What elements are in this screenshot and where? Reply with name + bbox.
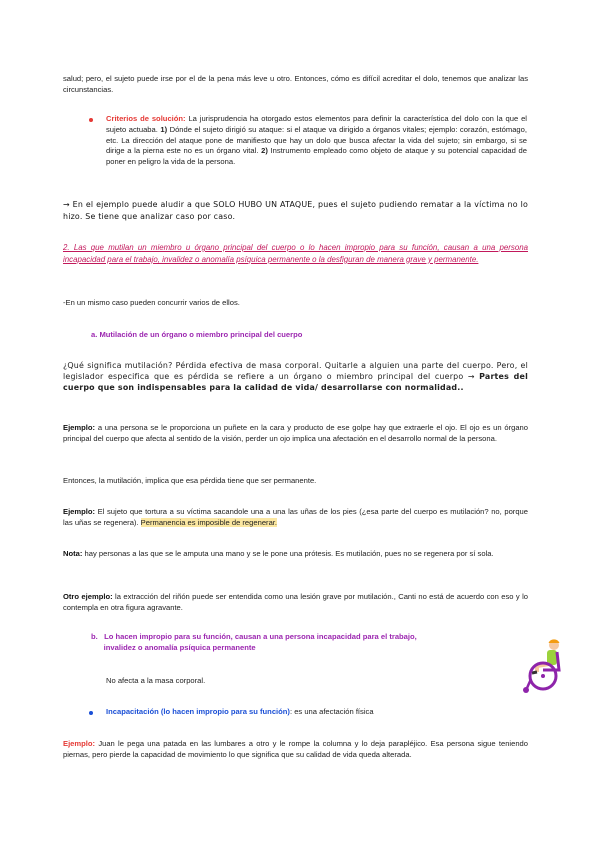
ejemplo-1-label: Ejemplo: [63,423,96,432]
criterio-num-2: 2) [261,146,268,156]
concurrir-note: -En un mismo caso pueden concurrir varios de ellos. [63,298,240,307]
criterios-paragraph [106,114,527,168]
criterios-text: La jurisprudencia ha otorgado estos elementos para definir la característica del dolo con la que el sujeto actuaba. [106,114,527,134]
ejemplo-3-text: Juan le pega una patada en las lumbares a otro y le rompe la columna y lo deja parapléjico. Esa persona sigue teniendo piernas, pero pierde la capacidad de movimiento lo que significa que su calidad de vida queda alterada. [63,739,528,759]
nota-paragraph [63,549,528,560]
ejemplo-2-text: El sujeto que tortura a su víctima sacandole una a una las uñas de los pies (¿esa parte del cuerpo es mutilación? no, porque las uñas se regenera). [63,507,528,527]
incapacitacion-text: : es una afectación física [289,707,374,716]
subheading-a: a. Mutilación de un órgano o miembro principal del cuerpo [91,330,303,339]
no-afecta-text: No afecta a la masa corporal. [106,676,206,685]
ejemplo-2-label: Ejemplo: [63,507,96,516]
nota-text: hay personas a las que se le amputa una mano y se le pone una prótesis. Es mutilación, pues no se regenera por sí sola. [82,549,494,558]
otro-ejemplo-text: la extracción del riñón puede ser entendida como una lesión grave por mutilación., Canti no está de acuerdo con eso y lo contempla en otra figura agravante. [63,592,528,612]
bullet-icon [89,118,93,122]
criterios-label: Criterios de solución: [106,114,186,123]
ejemplo-3-paragraph [63,739,528,761]
que-significa-bold: Partes del cuerpo que son indispensables para la calidad de vida/ desarrollarse con normalidad.. [63,372,528,393]
otro-ejemplo-paragraph [63,592,528,614]
subheading-b: b. Lo hacen impropio para su función, causan a una persona incapacidad para el trabajo, invalidez o anomalía psíquica permanente [91,632,417,652]
incapacitacion-label: Incapacitación (lo hacen impropio para su función) [106,707,290,716]
section-heading-2: 2. Las que mutilan un miembro u órgano principal del cuerpo o lo hacen impropio para su función, causan a una persona incapacidad para el trabajo, invalidez o anomalía psíquica permanente o la desfiguran de manera grave y permanente. [63,243,528,264]
que-significa-paragraph [63,360,528,394]
ejemplo-1-paragraph [63,423,528,445]
criterio-text-2: Instrumento empleado como objeto de ataque y su potencial capacidad de poner en peligro la vida de la persona. [106,146,527,167]
otro-ejemplo-label: Otro ejemplo: [63,592,113,601]
criterio-text-1: Dónde el sujeto dirigió su ataque: si el ataque va dirigido a órganos vitales; ejemplo: corazón, estómago, etc. La dirección del ataque pone de manifiesto que hay un dolo que busca afectar la vida del sujeto; sin embargo, si se dirige a la pierna este no es un órgano vital. [106,124,527,156]
bullet-icon [89,711,93,715]
ejemplo-2-highlight: Permanencia es imposible de regenerar. [140,517,278,527]
nota-label: Nota: [63,549,83,558]
paragraph-dolo: salud; pero, el sujeto puede irse por el de la pena más leve u otro. Entonces, cómo es difícil acreditar el dolo, tenemos que analizar las circunstancias. [63,74,528,94]
arrow-note: → En el ejemplo puede aludir a que SOLO HUBO UN ATAQUE, pues el sujeto pudiendo rematar a la víctima no lo hizo. Se tiene que analizar caso por caso. [63,200,528,221]
ejemplo-3-label: Ejemplo: [63,739,96,748]
que-significa-text: ¿Qué significa mutilación? Pérdida efectiva de masa corporal. Quitarle a alguien una parte del cuerpo. Pero, el legislador especifica que es pérdida se refiere a un órgano o miembro principal del cuerpo → [63,361,528,382]
incapacitacion-paragraph [106,707,527,718]
wheelchair-person-icon [513,638,569,694]
ejemplo-2-paragraph [63,507,528,529]
entonces-paragraph: Entonces, la mutilación, implica que esa pérdida tiene que ser permanente. [63,476,317,485]
ejemplo-1-text: a una persona se le proporciona un puñete en la cara y producto de ese golpe hay que extraerle el ojo. El ojo es un órgano principal del cuerpo que afecta al sentido de la visión, perder un ojo implica una afectación en el desarrollo normal de la persona. [63,423,528,443]
criterio-num-1: 1) [160,124,168,134]
